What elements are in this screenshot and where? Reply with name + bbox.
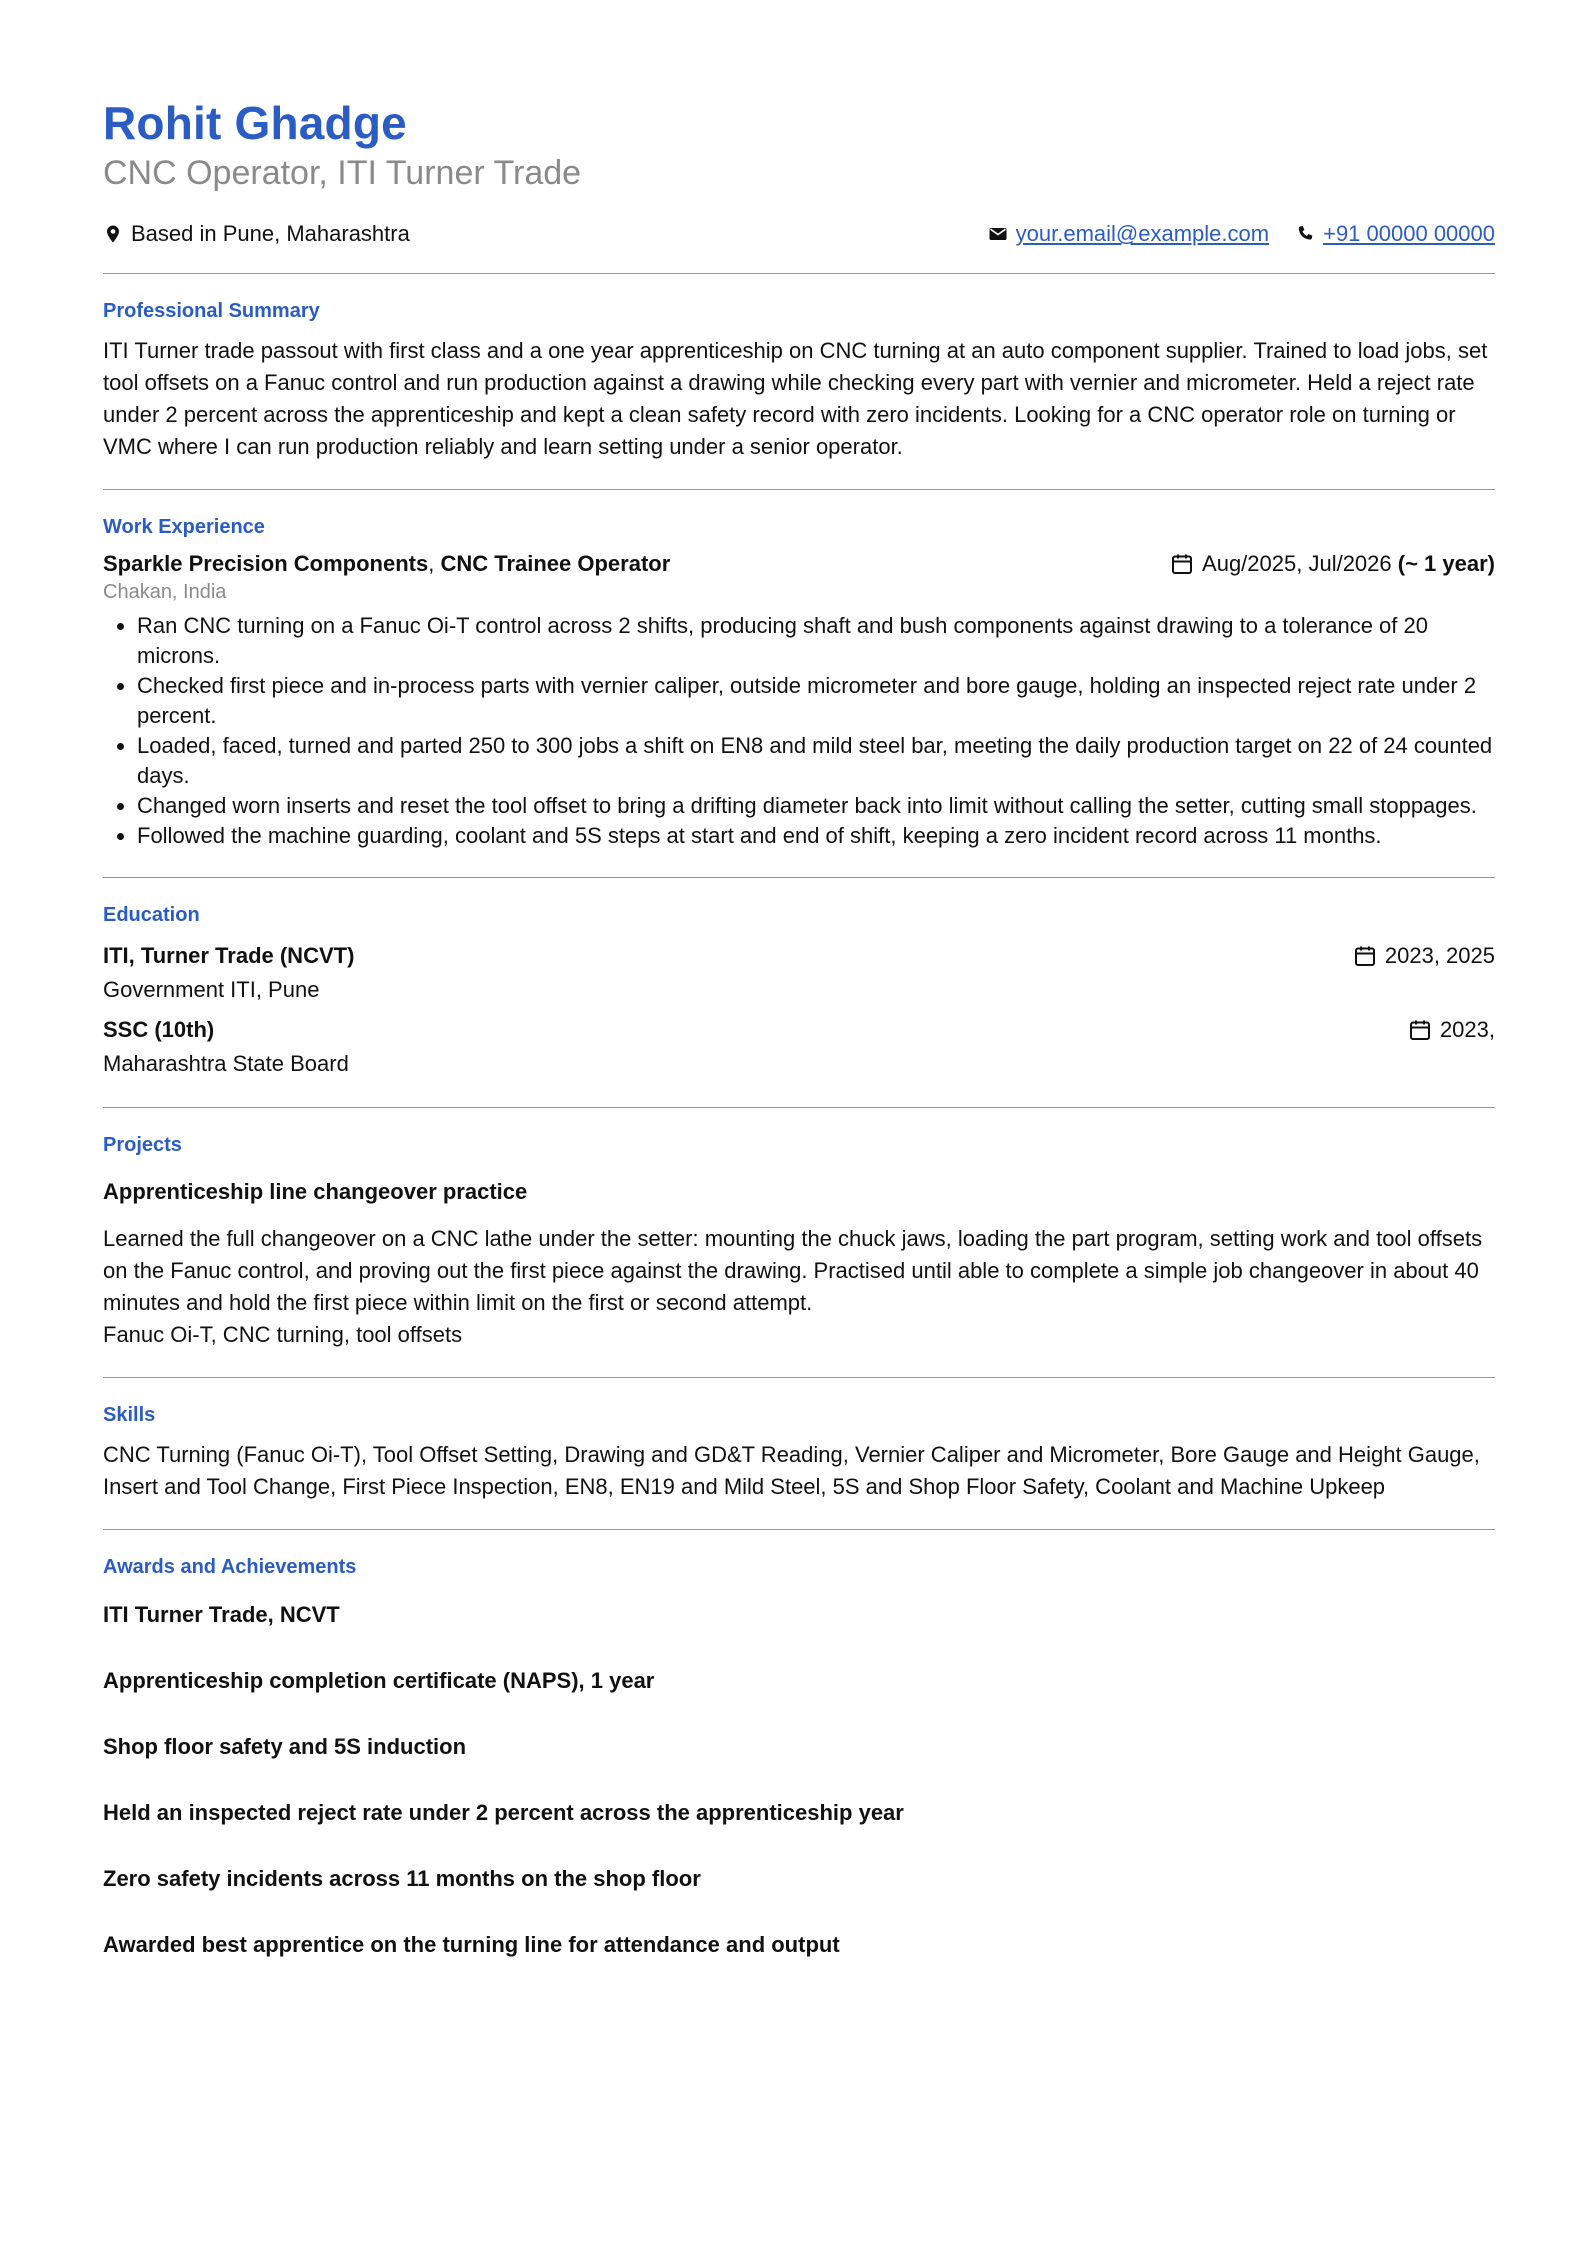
map-pin-icon: [103, 224, 123, 244]
location: [103, 221, 410, 247]
job-date-range: Aug/2025, Jul/2026: [1202, 551, 1392, 577]
degree-name: SSC (10th): [103, 1017, 215, 1043]
phone-icon: [1295, 224, 1315, 244]
education-dates: [1408, 1017, 1495, 1043]
institution-name: Government ITI, Pune: [103, 977, 320, 1003]
job-title-line: [103, 551, 670, 577]
education-dates: [1353, 943, 1495, 969]
company-name: Sparkle Precision Components: [103, 551, 429, 577]
award-item: Apprenticeship completion certificate (NAPS), 1 year: [103, 1668, 655, 1694]
section-heading: Projects: [103, 1134, 182, 1157]
award-item: Zero safety incidents across 11 months on the shop floor: [103, 1866, 701, 1892]
job-header: [103, 551, 1495, 577]
section-heading: Work Experience: [103, 516, 265, 539]
award-item: ITI Turner Trade, NCVT: [103, 1602, 340, 1628]
summary-text: ITI Turner trade passout with first class and a one year apprenticeship on CNC turning at an auto component supplier. Trained to load jobs, set tool offsets on a Fanuc control and run production against a drawing while checking every part with vernier and micrometer. Held a reject rate under 2 percent across the apprenticeship and kept a clean safety record with zero incidents. Looking for a CNC operator role on turning or VMC where I can run production reliably and learn setting under a senior operator.: [103, 338, 1488, 460]
job-dates: [1170, 551, 1495, 577]
education-date-text: 2023,: [1439, 1017, 1495, 1043]
candidate-name: Rohit Ghadge: [103, 97, 407, 149]
education-entry: [103, 939, 1495, 973]
institution-name: Maharashtra State Board: [103, 1051, 349, 1077]
projects-section: [103, 1108, 1495, 1377]
list-item: • Ran CNC turning on a Fanuc Oi-T control across 2 shifts, producing shaft and bush components against drawing to a tolerance of 20 microns.: [137, 611, 1495, 671]
job-bullets: [103, 611, 1495, 851]
section-heading: Education: [103, 904, 200, 927]
job-location: Chakan, India: [103, 581, 227, 604]
degree-name: ITI, Turner Trade (NCVT): [103, 943, 355, 969]
email-link[interactable]: your.email@example.com: [1015, 221, 1270, 247]
award-item: Held an inspected reject rate under 2 percent across the apprenticeship year: [103, 1800, 904, 1826]
contact-links: [962, 221, 1495, 247]
award-item: Awarded best apprentice on the turning line for attendance and output: [103, 1932, 840, 1958]
skills-text: CNC Turning (Fanuc Oi-T), Tool Offset Setting, Drawing and GD&T Reading, Vernier Caliper and Micrometer, Bore Gauge and Height Gauge, Insert and Tool Change, First Piece Inspection, EN8, EN19 and Mild Steel, 5S and Shop Floor Safety, Coolant and Machine Upkeep: [103, 1442, 1480, 1500]
resume-page: [103, 98, 1495, 1985]
calendar-icon: [1408, 1018, 1432, 1042]
list-item: • Followed the machine guarding, coolant and 5S steps at start and end of shift, keeping a zero incident record across 11 months.: [137, 821, 1495, 851]
project-title: Apprenticeship line changeover practice: [103, 1179, 528, 1205]
education-entry: [103, 1013, 1495, 1047]
list-item: • Changed worn inserts and reset the tool offset to bring a drifting diameter back into limit without calling the setter, cutting small stoppages.: [137, 791, 1495, 821]
job-duration: (~ 1 year): [1397, 551, 1495, 577]
section-heading: Skills: [103, 1404, 156, 1427]
award-item: Shop floor safety and 5S induction: [103, 1734, 467, 1760]
skills-section: [103, 1378, 1495, 1529]
list-item: • Loaded, faced, turned and parted 250 to 300 jobs a shift on EN8 and mild steel bar, meeting the daily production target on 22 of 24 counted days.: [137, 731, 1495, 791]
company-role-separator: ,: [428, 551, 441, 577]
phone-link[interactable]: +91 00000 00000: [1323, 221, 1495, 247]
envelope-icon: [988, 224, 1008, 244]
candidate-title: CNC Operator, ITI Turner Trade: [103, 153, 582, 192]
section-heading: Awards and Achievements: [103, 1556, 357, 1579]
education-date-text: 2023, 2025: [1384, 943, 1495, 969]
experience-section: [103, 490, 1495, 877]
contact-bar: [103, 221, 1495, 247]
summary-section: [103, 274, 1495, 489]
section-heading: Professional Summary: [103, 300, 320, 323]
project-description: Learned the full changeover on a CNC lathe under the setter: mounting the chuck jaws, loading the part program, setting work and tool offsets on the Fanuc control, and proving out the first piece against the drawing. Practised until able to complete a simple job changeover in about 40 minutes and hold the first piece within limit on the first or second attempt.: [103, 1226, 1483, 1316]
awards-section: [103, 1530, 1495, 1985]
calendar-icon: [1170, 552, 1194, 576]
job-role: CNC Trainee Operator: [440, 551, 671, 577]
education-section: [103, 878, 1495, 1107]
phone-item: [1295, 221, 1495, 247]
calendar-icon: [1353, 944, 1377, 968]
list-item: • Checked first piece and in-process parts with vernier caliper, outside micrometer and bore gauge, holding an inspected reject rate under 2 percent.: [137, 671, 1495, 731]
project-tech: Fanuc Oi-T, CNC turning, tool offsets: [103, 1322, 463, 1348]
email-item: [988, 221, 1269, 247]
location-text: Based in Pune, Maharashtra: [131, 221, 410, 247]
